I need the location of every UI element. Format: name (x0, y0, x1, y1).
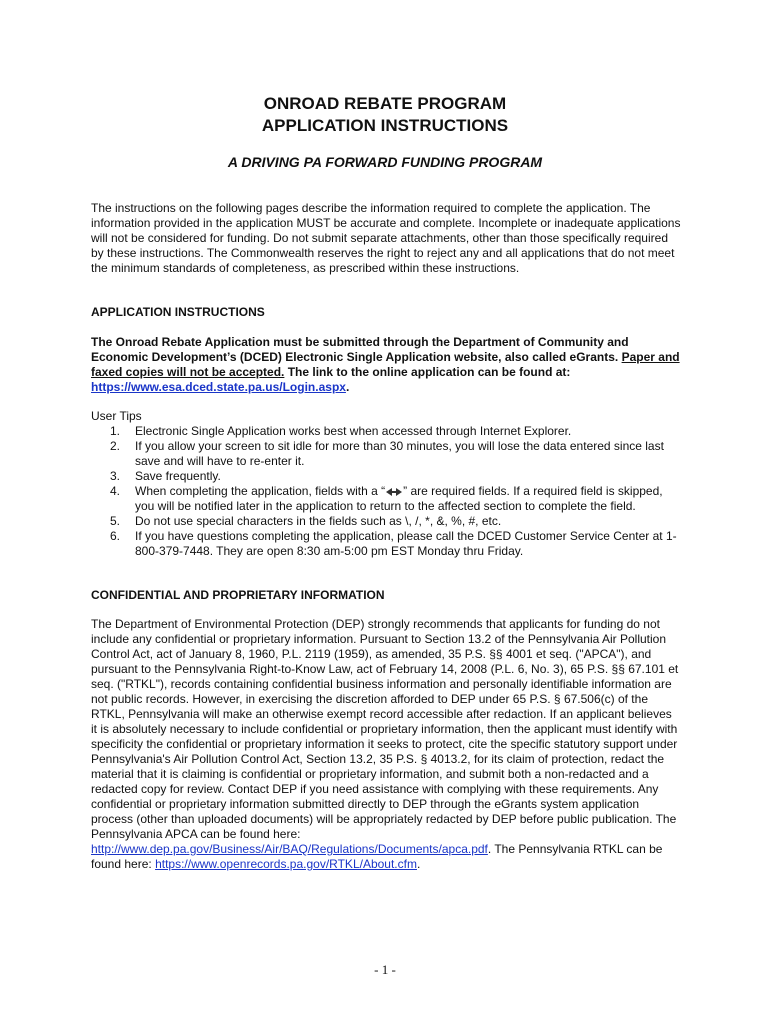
apca-link[interactable]: http://www.dep.pa.gov/Business/Air/BAQ/Regulations/Documents/apca.pdf (91, 842, 488, 856)
document-title-line1: ONROAD REBATE PROGRAM (263, 94, 507, 113)
confidential-mid-text: . The Pennsylvania RTKL can be found here: (91, 842, 663, 871)
list-item (91, 469, 681, 484)
list-item-text: Do not use special characters in the fields such as \, /, *, &, %, #, etc. (135, 514, 502, 528)
application-instructions-heading: APPLICATION INSTRUCTIONS (91, 305, 265, 319)
list-item-text: Electronic Single Application works best when accessed through Internet Explorer. (135, 424, 572, 438)
application-paragraph (91, 335, 681, 395)
user-tips-heading: User Tips (91, 409, 142, 423)
list-item (91, 424, 681, 439)
rtkl-link[interactable]: https://www.openrecords.pa.gov/RTKL/About.cfm (155, 857, 417, 871)
list-item (91, 439, 681, 469)
list-item-number: 3. (110, 469, 121, 483)
list-item-text-before: When completing the application, fields with a “ (135, 484, 386, 498)
list-item-number: 6. (110, 529, 121, 543)
confidential-heading: CONFIDENTIAL AND PROPRIETARY INFORMATION (91, 588, 385, 602)
list-item-number: 2. (110, 439, 121, 453)
list-item (91, 529, 681, 559)
document-subtitle: A DRIVING PA FORWARD FUNDING PROGRAM (227, 154, 543, 170)
list-item-number: 5. (110, 514, 121, 528)
document-title-line2: APPLICATION INSTRUCTIONS (261, 116, 509, 135)
confidential-text: The Department of Environmental Protection (DEP) strongly recommends that applicants for funding do not include any confidential or proprietary information. Pursuant to Section 13.2 of the Pennsylvania Air Pollution Control Act, act of January 8, 1960, P.L. 2119 (1959), as amended, 35 P.S. §§ 4001 et seq. ("APCA"), and pursuant to the Pennsylvania Right-to-Know Law, act of February 14, 2008 (P.L. 6, No. 3), 65 P.S. §§ 67.101 et seq. ("RTKL"), records containing confidential business information and personally identifiable information are not public records. However, in exercising the discretion afforded to DEP under 65 P.S. § 67.506(c) of the RTKL, Pennsylvania will make an otherwise exempt record accessible after redaction. If an applicant believes it is absolutely necessary to include confidential or proprietary information, then the applicant must identify with specificity the confidential or proprietary information it seeks to protect, cite the specific statutory support under Pennsylvania's Air Pollution Control Act, Section 13.2, 35 P.S. § 4013.2, for its claim of protection, redact the material that it is claiming is confidential or proprietary information, and submit both a non-redacted and a redacted copy for review. Contact DEP if you need assistance with complying with these requirements. Any confidential or proprietary information submitted directly to DEP through the eGrants system application process (other than uploaded documents) will be appropriately redacted by DEP before public publication. The Pennsylvania APCA can be found here: (91, 617, 679, 841)
confidential-end-text: . (416, 857, 421, 871)
list-item-text: If you have questions completing the application, please call the DCED Customer Service Center at 1-800-379-7448. They are open 8:30 am-5:00 pm EST Monday thru Friday. (135, 529, 677, 558)
confidential-paragraph (91, 617, 681, 872)
application-bold-text: The Onroad Rebate Application must be submitted through the Department of Community and Economic Development’s (DCED) Electronic Single Application website, also called eGrants. (91, 335, 629, 364)
list-item-number: 4. (110, 484, 121, 498)
page-number: - 1 - (374, 962, 396, 977)
intro-paragraph: The instructions on the following pages describe the information required to complete the application. The information provided in the application MUST be accurate and complete. Incomplete or inadequate applications will not be considered for funding. Do not submit separate attachments, other than those specifically required by these instructions. The Commonwealth reserves the right to reject any and all applications that do not meet the minimum standards of completeness, as prescribed within these instructions. (91, 201, 681, 275)
application-link-end: . (345, 380, 350, 394)
esa-login-link[interactable]: https://www.esa.dced.state.pa.us/Login.aspx (91, 380, 346, 394)
list-item-text: If you allow your screen to sit idle for more than 30 minutes, you will lose the data entered since last save and will have to re-enter it. (135, 439, 664, 468)
double-arrow-icon (386, 488, 402, 496)
list-item (91, 514, 681, 529)
list-item-text: Save frequently. (135, 469, 221, 483)
list-item-number: 1. (110, 424, 121, 438)
application-underline-text: Paper and faxed copies will not be accepted. (91, 350, 680, 379)
list-item (91, 484, 681, 514)
application-link-lead: The link to the online application can be found at: (284, 365, 571, 379)
user-tips-section (91, 409, 681, 559)
user-tips-list (91, 424, 681, 559)
list-item-text-after: ” are required fields. If a required field is skipped, you will be notified later in the application to return to the affected section to complete the field. (135, 484, 663, 513)
